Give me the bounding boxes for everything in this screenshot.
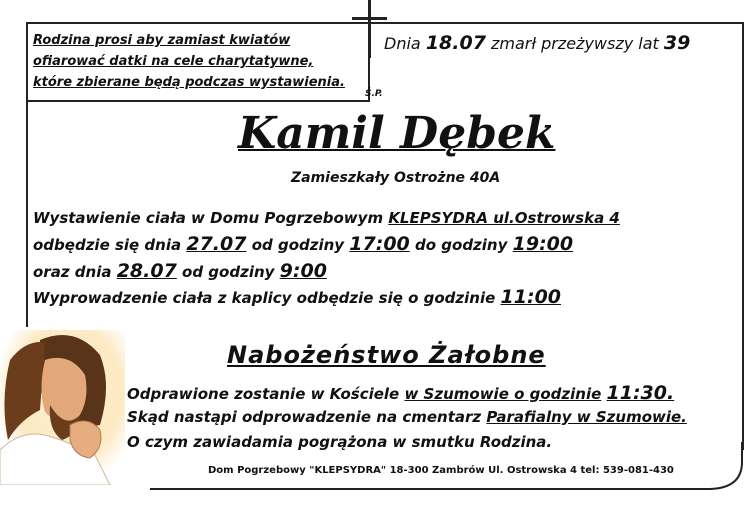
- death-date: 18.07: [425, 32, 486, 54]
- age: 39: [663, 32, 691, 54]
- residence: Zamieszkały Ostrożne 40A: [291, 170, 501, 186]
- frame-right-line: [742, 22, 744, 450]
- deceased-name: Kamil Dębek: [238, 108, 556, 159]
- service-time: 11:30.: [606, 382, 675, 404]
- service-heading: Nabożeństwo Żałobne: [227, 341, 546, 369]
- frame-bottom-right-corner: [680, 442, 750, 492]
- viewing-line-4-prefix: Wyprowadzenie ciała z kaplicy odbędzie się o godzinie: [33, 289, 496, 307]
- viewing-line-2: [33, 233, 573, 255]
- viewing-time-from-2: 9:00: [279, 260, 327, 282]
- viewing-line-1: [33, 209, 620, 227]
- request-line-3: które zbierane będą podczas wystawienia.: [33, 75, 345, 90]
- service-line-1: [127, 382, 674, 404]
- request-line-2: ofiarować datki na cele charytatywne,: [33, 54, 314, 69]
- viewing-line-2-prefix: odbędzie się dnia: [33, 236, 182, 254]
- request-line-1: Rodzina prosi aby zamiast kwiatów: [33, 33, 291, 48]
- viewing-time-to-1: 19:00: [512, 233, 574, 255]
- viewing-line-1-prefix: Wystawienie ciała w Domu Pogrzebowym: [33, 209, 384, 227]
- viewing-place: KLEPSYDRA ul.Ostrowska 4: [388, 209, 620, 227]
- viewing-line-3-mid: od godziny: [182, 263, 275, 281]
- jesus-praying-image: [0, 330, 125, 485]
- procession-time: 11:00: [500, 286, 562, 308]
- footer-contact: Dom Pogrzebowy "KLEPSYDRA" 18-300 Zambrów Ul. Ostrowska 4 tel: 539-081-430: [208, 465, 674, 476]
- service-line-2-prefix: Skąd nastąpi odprowadzenie na cmentarz: [127, 408, 482, 426]
- cemetery-place: Parafialny w Szumowie.: [486, 408, 687, 426]
- service-line-2: [127, 408, 687, 426]
- service-line-3: O czym zawiadamia pogrążona w smutku Rodzina.: [127, 433, 553, 451]
- viewing-line-2-mid2: do godziny: [415, 236, 508, 254]
- viewing-time-from-1: 17:00: [349, 233, 410, 255]
- request-box: [28, 26, 370, 102]
- viewing-line-3: [33, 260, 327, 282]
- frame-bottom-line: [150, 488, 690, 490]
- date-mid: zmarł przeżywszy lat: [491, 34, 659, 53]
- viewing-date-2: 28.07: [116, 260, 177, 282]
- sp-label: Ś.P.: [365, 89, 383, 99]
- viewing-line-3-prefix: oraz dnia: [33, 263, 112, 281]
- viewing-date-1: 27.07: [186, 233, 247, 255]
- church-place: w Szumowie o godzinie: [404, 385, 602, 403]
- date-prefix: Dnia: [384, 34, 421, 53]
- viewing-line-2-mid: od godziny: [251, 236, 345, 254]
- death-date-line: [384, 32, 690, 54]
- service-line-1-prefix: Odprawione zostanie w Kościele: [127, 385, 400, 403]
- viewing-line-4: [33, 286, 561, 308]
